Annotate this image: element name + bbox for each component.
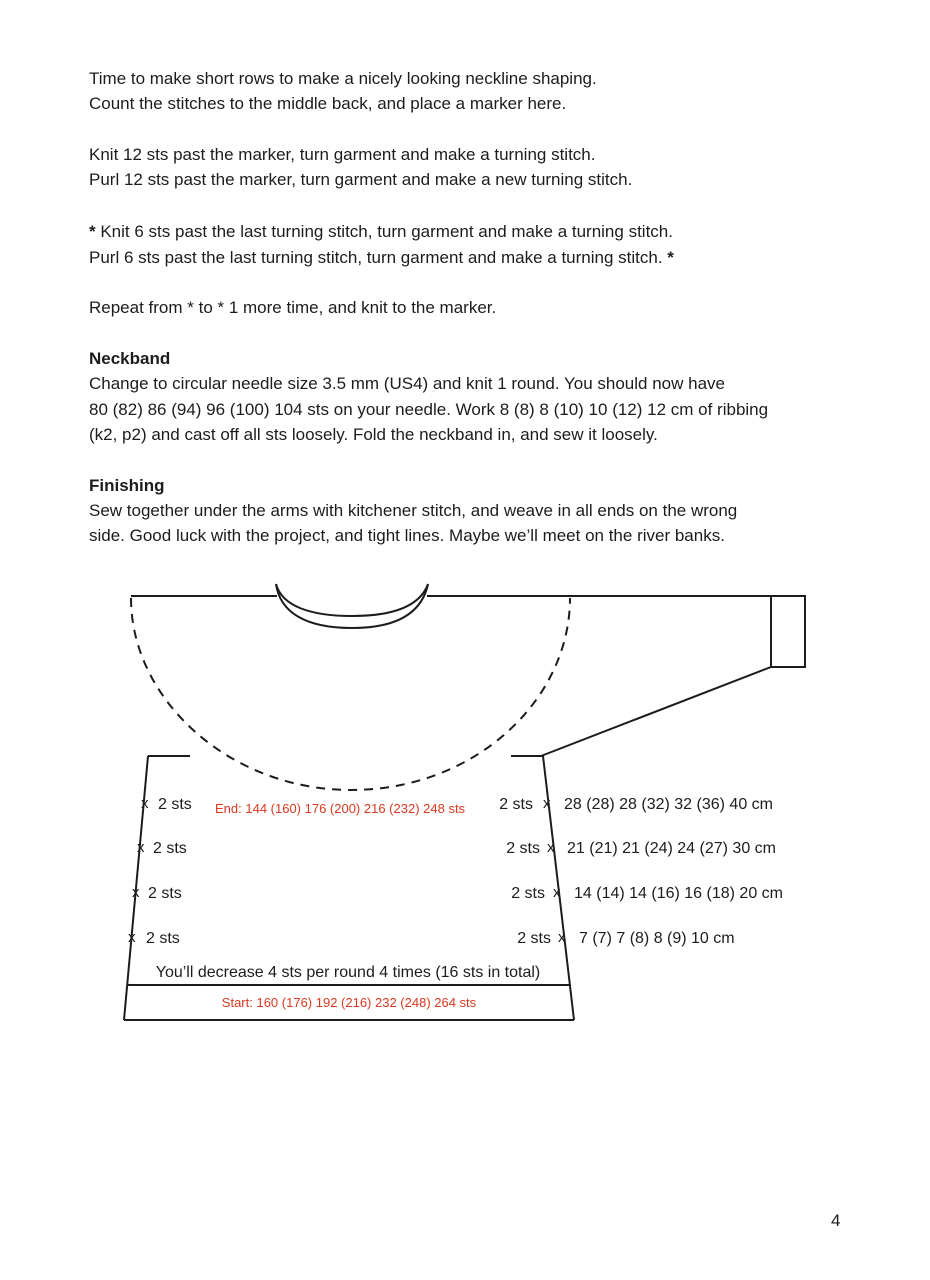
left-decrease-label: 2 sts	[146, 930, 180, 947]
neckband-line-1: Change to circular needle size 3.5 mm (US4) and knit 1 round. You should now have	[89, 374, 725, 393]
repeat-star-close: *	[667, 248, 674, 267]
repeat-line-1-text: Knit 6 sts past the last turning stitch, turn garment and make a turning stitch.	[95, 222, 673, 241]
measurement-label: 7 (7) 7 (8) 8 (9) 10 cm	[579, 930, 735, 947]
left-decrease-label: 2 sts	[153, 840, 187, 857]
decrease-mark: x	[128, 929, 136, 946]
short-row-line-2: Purl 12 sts past the marker, turn garment and make a new turning stitch.	[89, 170, 633, 189]
start-stitch-count: Start: 160 (176) 192 (216) 232 (248) 264 sts	[221, 995, 477, 1010]
measurement-label: 14 (14) 14 (16) 16 (18) 20 cm	[574, 885, 783, 902]
neckband-outer	[276, 584, 428, 628]
neckband-heading: Neckband	[89, 349, 171, 368]
repeat-star-open: *	[89, 222, 96, 241]
sleeve-cuff	[771, 596, 805, 667]
decrease-mark: x	[547, 839, 555, 856]
right-decrease-label: 2 sts	[499, 796, 533, 813]
decrease-mark: x	[141, 795, 149, 812]
repeat-instruction: Repeat from * to * 1 more time, and knit to the marker.	[89, 298, 497, 317]
decrease-mark: x	[543, 795, 551, 812]
decrease-mark: x	[558, 929, 566, 946]
neckband-line-3: (k2, p2) and cast off all sts loosely. Fold the neckband in, and sew it loosely.	[89, 425, 658, 444]
yoke-dashed-line	[131, 598, 570, 790]
measurement-label: 21 (21) 21 (24) 24 (27) 30 cm	[567, 840, 776, 857]
right-decrease-label: 2 sts	[506, 840, 540, 857]
left-decrease-label: 2 sts	[148, 885, 182, 902]
finishing-line-1: Sew together under the arms with kitchener stitch, and weave in all ends on the wrong	[89, 501, 738, 520]
page-number: 4	[831, 1211, 841, 1230]
finishing-heading: Finishing	[89, 476, 165, 495]
end-stitch-count: End: 144 (160) 176 (200) 216 (232) 248 sts	[215, 801, 466, 816]
decrease-note: You’ll decrease 4 sts per round 4 times (16 sts in total)	[155, 964, 541, 981]
sleeve-underarm-line	[541, 667, 771, 756]
intro-line-1: Time to make short rows to make a nicely looking neckline shaping.	[89, 69, 597, 88]
neckband-line-2: 80 (82) 86 (94) 96 (100) 104 sts on your needle. Work 8 (8) 8 (10) 10 (12) 12 cm of ribbing	[89, 400, 769, 419]
neckband-inner	[276, 584, 428, 616]
finishing-line-2: side. Good luck with the project, and tight lines. Maybe we’ll meet on the river banks.	[89, 526, 725, 545]
right-decrease-label: 2 sts	[511, 885, 545, 902]
right-decrease-label: 2 sts	[517, 930, 551, 947]
left-decrease-label: 2 sts	[158, 796, 192, 813]
decrease-mark: x	[553, 884, 561, 901]
measurement-label: 28 (28) 28 (32) 32 (36) 40 cm	[564, 796, 773, 813]
repeat-line-2-text: Purl 6 sts past the last turning stitch, turn garment and make a turning stitch.	[89, 248, 668, 267]
short-row-line-1: Knit 12 sts past the marker, turn garment and make a turning stitch.	[89, 145, 596, 164]
decrease-mark: x	[137, 839, 145, 856]
intro-line-2: Count the stitches to the middle back, and place a marker here.	[89, 94, 567, 113]
decrease-mark: x	[132, 884, 140, 901]
